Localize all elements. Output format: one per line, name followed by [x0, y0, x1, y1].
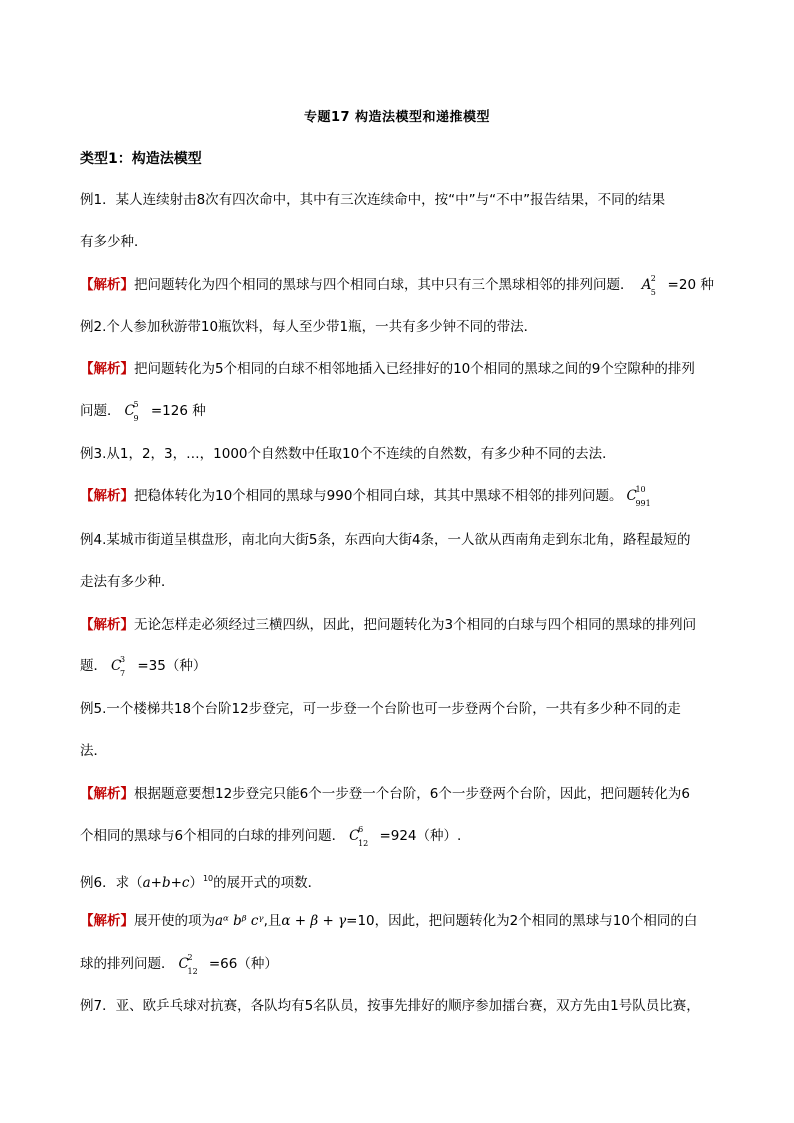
combination-symbol: C 10 991 — [626, 485, 651, 508]
combination-symbol: C 3 7 — [111, 655, 126, 678]
solution-tag: 【解析】 — [80, 617, 134, 633]
example-6: 例6．求$(a+b+c)^{10}$的展开式的项数． — [80, 874, 322, 891]
example-2: 例2.个人参加秋游带10瓶饮料，每人至少带1瓶，一共有多少钟不同的带法． — [80, 319, 538, 335]
solution-4-line-2: 题． C 3 7 =35（种） — [80, 655, 207, 678]
example-4-line-1: 例4.某城市街道呈棋盘形，南北向大街5条，东西向大街4条，一人欲从西南角走到东北角，路程最短的 — [80, 532, 691, 548]
example-1-line-1: 例1．某人连续射击8次有四次命中，其中有三次连续命中，按“中”与“不中”报告结果，不同的结果 — [80, 192, 666, 208]
combination-symbol: C 2 12 — [178, 953, 198, 976]
combination-symbol: C 5 9 — [124, 400, 139, 423]
solution-2-line-1: 【解析】把问题转化为5个相同的白球不相邻地插入已经排好的10个相同的黑球之间的9个空隙种的排列 — [80, 361, 695, 377]
example-5-line-2: 法． — [80, 743, 107, 759]
example-5-line-1: 例5.一个楼梯共18个台阶12步登完，可一步登一个台阶也可一步登两个台阶，一共有多少种不同的走 — [80, 701, 681, 717]
section-heading: 类型1：构造法模型 — [80, 151, 202, 167]
solution-tag: 【解析】 — [80, 488, 134, 504]
document-title: 专题17 构造法模型和递推模型 — [303, 110, 491, 125]
solution-5-line-1: 【解析】根据题意要想12步登完只能6个一步登一个台阶，6个一步登两个台阶，因此，把问题转化为6 — [80, 786, 690, 802]
example-4-line-2: 走法有多少种． — [80, 574, 175, 590]
example-3: 例3.从1，2，3，…，1000个自然数中任取10个不连续的自然数，有多少种不同的去法． — [80, 446, 616, 462]
example-7: 例7．亚、欧乒乓球对抗赛，各队均有5名队员，按事先排好的顺序参加擂台赛，双方先由1号队员比赛， — [80, 998, 700, 1014]
solution-tag: 【解析】 — [80, 361, 134, 377]
solution-1-text: 把问题转化为四个相同的黑球与四个相同白球，其中只有三个黑球相邻的排列问题． — [134, 277, 634, 293]
solution-5-line-2: 个相同的黑球与6个相同的白球的排列问题． C 6 12 =924（种）. — [80, 825, 462, 848]
solution-2-line-2: 问题． C 5 9 =126 种 — [80, 400, 206, 423]
solution-tag: 【解析】 — [80, 277, 134, 293]
solution-6-line-1: 【解析】展开使的项为aᵅ bᵝ cᵞ,且α + β + γ=10，因此，把问题转化为2个相同的黑球与10个相同的白 — [80, 913, 698, 929]
permutation-symbol: A 2 5 — [641, 274, 656, 297]
solution-4-line-1: 【解析】无论怎样走必须经过三横四纵，因此，把问题转化为3个相同的白球与四个相同的黑球的排列问 — [80, 617, 697, 633]
example-1-line-2: 有多少种． — [80, 234, 148, 250]
solution-6-line-2: 球的排列问题． C 2 12 =66（种） — [80, 953, 278, 976]
solution-1: 【解析】把问题转化为四个相同的黑球与四个相同白球，其中只有三个黑球相邻的排列问题． A 2 5 =20 种 — [80, 274, 714, 297]
solution-3: 【解析】把稳体转化为10个相同的黑球与990个相同白球，其其中黑球不相邻的排列问题。 C 10 991 — [80, 485, 651, 508]
solution-tag: 【解析】 — [80, 786, 134, 802]
solution-tag: 【解析】 — [80, 913, 134, 929]
combination-symbol: C 6 12 — [349, 825, 369, 848]
